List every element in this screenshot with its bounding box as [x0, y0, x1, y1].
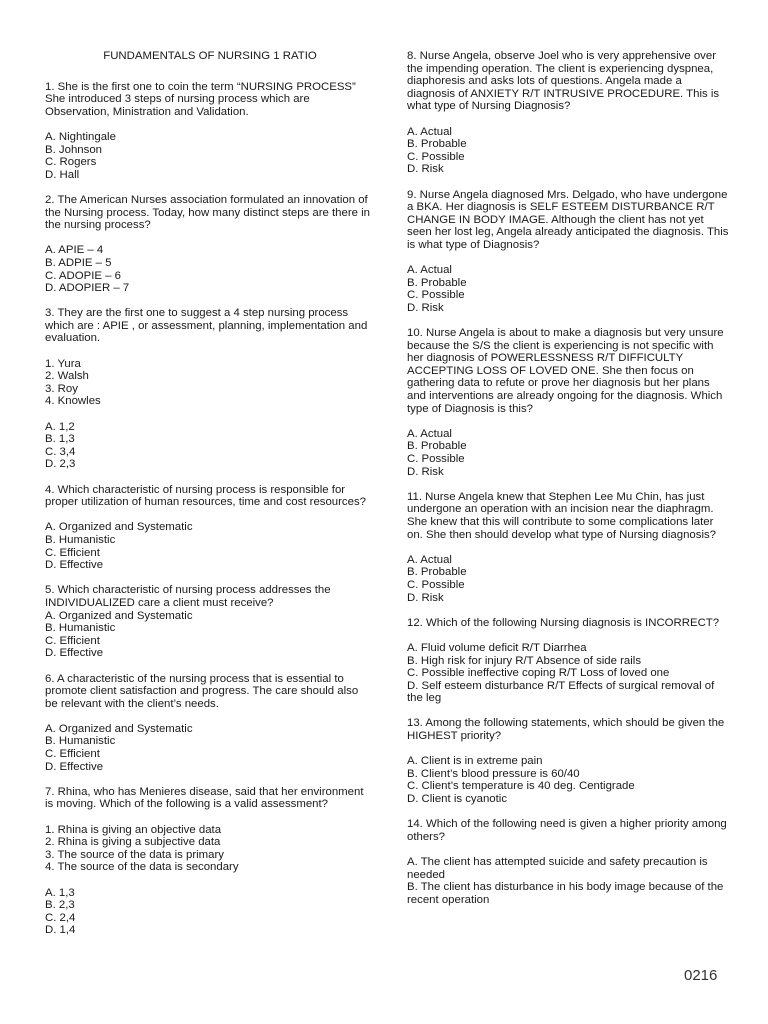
question-text: 10. Nurse Angela is about to make a diagnosis but very unsure because the S/S the client is experiencing is not specific with her diagnosis of POWERLESSNESS R/T DIFFICULTY ACCEPTING LOSS OF LOVED ONE. She then focus on gathering data to refute or prove her diagnosis but her plans and interventions are already ongoing for the diagnosis. Which type of Diagnosis is this? — [407, 327, 724, 415]
question-block — [407, 189, 729, 315]
answer-option: D. Risk — [407, 591, 444, 604]
option-group — [407, 856, 729, 906]
answer-option: C. Possible — [407, 289, 465, 302]
option-group — [407, 264, 729, 314]
answer-option: C. Efficient — [45, 748, 100, 761]
answer-option: A. Organized and Systematic — [45, 521, 193, 534]
question-block — [407, 818, 729, 906]
answer-option: 1. Yura — [45, 357, 81, 370]
answer-option: B. High risk for injury R/T Absence of side rails — [407, 654, 642, 667]
answer-option: C. ADOPIE – 6 — [45, 269, 121, 282]
answer-option: C. Possible — [407, 578, 465, 591]
answer-option: B. The client has disturbance in his body image because of the recent operation — [407, 881, 724, 906]
question-text: 5. Which characteristic of nursing process addresses the INDIVIDUALIZED care a client must receive? — [45, 584, 331, 609]
answer-option: B. ADPIE – 5 — [45, 256, 112, 269]
answer-option: B. 1,3 — [45, 433, 75, 446]
answer-option: C. Possible ineffective coping R/T Loss of loved one — [407, 667, 670, 680]
question-block — [407, 617, 729, 705]
option-group — [45, 521, 370, 571]
question-text: 2. The American Nurses association formulated an innovation of the Nursing process. Today, how many distinct steps are there in the nursing process? — [45, 193, 371, 232]
answer-option: 1. Rhina is giving an objective data — [45, 823, 222, 836]
left-column — [45, 50, 370, 950]
answer-option: B. Probable — [407, 440, 467, 453]
option-group — [45, 610, 370, 660]
answer-option: A. Organized and Systematic — [45, 609, 193, 622]
question-block — [407, 327, 729, 478]
right-column — [407, 50, 729, 919]
question-text: 11. Nurse Angela knew that Stephen Lee Mu Chin, has just undergone an operation with an incision near the diaphragm. She knew that this will contribute to some complications later on. She then should develop what type of Nursing diagnosis? — [407, 490, 717, 541]
question-block — [45, 81, 370, 182]
question-block — [45, 484, 370, 572]
answer-option: A. Organized and Systematic — [45, 722, 193, 735]
answer-option: B. Probable — [407, 566, 467, 579]
answer-option: 3. The source of the data is primary — [45, 848, 224, 861]
answer-option: C. Possible — [407, 150, 465, 163]
answer-option: D. Risk — [407, 301, 444, 314]
question-text: 8. Nurse Angela, observe Joel who is very apprehensive over the impending operation. The client is experiencing dyspnea, diaphoresis and asks lots of questions. Angela made a diagnosis of ANXIETY R/T INTRUSIVE PROCEDURE. This is what type of Nursing Diagnosis? — [407, 50, 720, 113]
question-block — [45, 786, 370, 937]
answer-option: D. Self esteem disturbance R/T Effects of surgical removal of the leg — [407, 679, 715, 705]
answer-option: 3. Roy — [45, 382, 78, 395]
answer-option: C. Possible — [407, 453, 465, 465]
answer-option: B. 2,3 — [45, 899, 75, 912]
question-text: 4. Which characteristic of nursing process is responsible for proper utilization of human resources, time and cost resources? — [45, 483, 366, 509]
option-group — [45, 358, 370, 408]
answer-option: C. Client’s temperature is 40 deg. Centigrade — [407, 780, 635, 793]
answer-option: A. 1,2 — [45, 420, 75, 433]
answer-option: 2. Walsh — [45, 370, 89, 383]
question-text: 1. She is the first one to coin the term “NURSING PROCESS” She introduced 3 steps of nursing process which are Observation, Ministration and Validation. — [45, 80, 356, 118]
option-group — [407, 755, 729, 805]
question-text: 3. They are the first one to suggest a 4 step nursing process which are : APIE , or assessment, planning, implementation and evaluation. — [45, 307, 368, 345]
option-group — [45, 421, 370, 471]
answer-option: 4. The source of the data is secondary — [45, 861, 239, 874]
question-text: 6. A characteristic of the nursing process that is essential to promote client satisfaction and progress. The care should also be relevant with the client’s needs. — [45, 672, 359, 710]
answer-option: 4. Knowles — [45, 395, 101, 408]
answer-option: D. Effective — [45, 760, 104, 773]
question-block — [407, 491, 729, 604]
answer-option: D. 1,4 — [45, 924, 76, 937]
answer-option: D. Hall — [45, 168, 80, 181]
option-group — [407, 428, 729, 478]
question-block — [45, 194, 370, 295]
answer-option: D. Client is cyanotic — [407, 793, 508, 806]
question-text: 7. Rhina, who has Menieres disease, said that her environment is moving. Which of the following is a valid assessment? — [45, 785, 364, 811]
page-number: 0216 — [684, 967, 718, 984]
option-group — [407, 642, 729, 705]
answer-option: D. Risk — [407, 163, 444, 176]
answer-option: B. Humanistic — [45, 735, 116, 748]
option-group — [407, 126, 729, 176]
question-block — [45, 673, 370, 774]
option-group — [45, 723, 370, 773]
answer-option: B. Johnson — [45, 143, 102, 156]
option-group — [407, 554, 729, 604]
question-block — [45, 584, 370, 660]
question-block — [407, 50, 729, 176]
answer-option: A. 1,3 — [45, 886, 75, 899]
answer-option: A. Nightingale — [45, 130, 116, 143]
answer-option: B. Client’s blood pressure is 60/40 — [407, 767, 580, 780]
answer-option: A. Actual — [407, 427, 452, 440]
option-group — [45, 887, 370, 937]
question-text: 9. Nurse Angela diagnosed Mrs. Delgado, who have undergone a BKA. Her diagnosis is SELF ESTEEM DISTURBANCE R/T CHANGE IN BODY IMAGE. Although the client has not yet seen her lost leg, Angela already anticipated the diagnosis. This is what type of Diagnosis? — [407, 188, 729, 251]
answer-option: 2. Rhina is giving a subjective data — [45, 836, 221, 849]
answer-option: B. Humanistic — [45, 622, 116, 635]
answer-option: A. Fluid volume deficit R/T Diarrhea — [407, 641, 587, 654]
answer-option: C. 3,4 — [45, 445, 76, 458]
answer-option: A. APIE – 4 — [45, 244, 104, 257]
answer-option: D. ADOPIER – 7 — [45, 282, 130, 295]
answer-option: D. Effective — [45, 647, 104, 660]
option-group — [45, 824, 370, 874]
answer-option: D. 2,3 — [45, 458, 76, 471]
question-block — [407, 717, 729, 805]
answer-option: C. 2,4 — [45, 911, 76, 924]
answer-option: C. Efficient — [45, 634, 100, 647]
answer-option: C. Efficient — [45, 546, 100, 559]
option-group — [45, 244, 370, 294]
answer-option: B. Humanistic — [45, 533, 116, 546]
question-block — [45, 307, 370, 471]
answer-option: B. Probable — [407, 276, 467, 289]
answer-option: D. Risk — [407, 465, 444, 478]
answer-option: D. Effective — [45, 559, 104, 572]
question-text: 14. Which of the following need is given a higher priority among others? — [407, 818, 727, 843]
option-group — [45, 131, 370, 181]
answer-option: A. Actual — [407, 125, 452, 138]
answer-option: B. Probable — [407, 138, 467, 151]
question-text: 12. Which of the following Nursing diagnosis is INCORRECT? — [407, 616, 720, 629]
answer-option: C. Rogers — [45, 156, 97, 169]
answer-option: A. Actual — [407, 553, 452, 566]
document-title: FUNDAMENTALS OF NURSING 1 RATIO — [103, 50, 317, 62]
answer-option: A. Client is in extreme pain — [407, 755, 543, 768]
question-text: 13. Among the following statements, which should be given the HIGHEST priority? — [407, 717, 725, 743]
answer-option: A. The client has attempted suicide and safety precaution is needed — [407, 856, 708, 881]
answer-option: A. Actual — [407, 264, 452, 277]
